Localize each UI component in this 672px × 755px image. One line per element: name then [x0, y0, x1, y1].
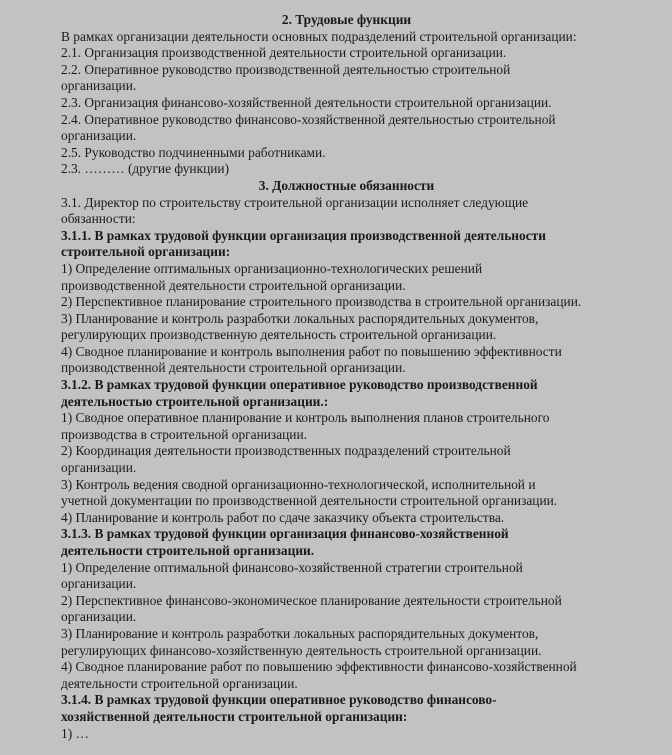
item-2-2-line-2: организации. [61, 78, 137, 94]
item-2-3-line-1: 2.3. Организация финансово-хозяйственной деятельности строительной организации. [61, 94, 552, 110]
list-item [61, 112, 632, 145]
list-item-line: 3) Планирование и контроль разработки локальных распорядительных документов, [61, 625, 539, 641]
list-item [61, 510, 632, 527]
list-item-line: 2) Перспективное финансово-экономическое планирование деятельности строительной [61, 592, 562, 608]
subsection-3-1-1 [61, 228, 632, 377]
list-item-line: организации. [61, 460, 137, 476]
list-item-line: организации. [61, 609, 137, 625]
item-2-5-line-1: 2.5. Руководство подчиненными работниками. [61, 144, 326, 160]
list-item-line: учетной документации по производственной деятельности строительной организации. [61, 493, 558, 509]
list-item-line: производственной деятельности строительной организации. [61, 360, 406, 376]
item-2-other-line-1: 2.3. ……… (другие функции) [61, 161, 230, 177]
section-3 [61, 178, 632, 742]
list-item-line: 1) Определение оптимальной финансово-хозяйственной стратегии строительной [61, 559, 523, 575]
list-item [61, 294, 632, 311]
list-item-line: деятельности строительной организации. [61, 675, 298, 691]
item-2-4-line-1: 2.4. Оперативное руководство финансово-хозяйственной деятельностью строительной [61, 111, 556, 127]
list-item [61, 659, 632, 692]
subsection-3-1-2 [61, 377, 632, 526]
item-2-1-line-1: 2.1. Организация производственной деятельности строительной организации. [61, 45, 507, 61]
list-item [61, 626, 632, 659]
list-item [61, 45, 632, 62]
list-item [61, 593, 632, 626]
list-item-line: 4) Сводное планирование и контроль выполнения работ по повышению эффективности [61, 343, 562, 359]
section-2-heading: 2. Трудовые функции [281, 12, 412, 27]
list-item [61, 344, 632, 377]
list-item [61, 443, 632, 476]
list-item-line: 2) Координация деятельности производственных подразделений строительной [61, 443, 511, 459]
subsection-title-line-2: хозяйственной деятельности строительной организации: [61, 708, 408, 724]
section-3-intro-line-2: обязанности: [61, 211, 136, 227]
list-item-line: 1) … [61, 725, 89, 741]
list-item-line: регулирующих производственную деятельность строительной организации. [61, 327, 497, 343]
list-item-line: 3) Планирование и контроль разработки локальных распорядительных документов, [61, 310, 539, 326]
section-3-intro-line-1: 3.1. Директор по строительству строительной организации исполняет следующие [61, 194, 529, 210]
list-item-line: регулирующих финансово-хозяйственную деятельность строительной организации. [61, 642, 542, 658]
section-2-intro: В рамках организации деятельности основных подразделений строительной организации: [61, 28, 577, 44]
list-item [61, 560, 632, 593]
subsection-title-line-1: 3.1.3. В рамках трудовой функции организация финансово-хозяйственной [61, 526, 509, 542]
list-item [61, 95, 632, 112]
list-item [61, 410, 632, 443]
list-item-line: 2) Перспективное планирование строительного производства в строительной организации. [61, 294, 582, 310]
list-item [61, 726, 632, 743]
list-item [61, 311, 632, 344]
section-2 [61, 12, 632, 178]
item-2-2-line-1: 2.2. Оперативное руководство производственной деятельностью строительной [61, 61, 511, 77]
subsection-3-1-3 [61, 526, 632, 692]
list-item-line: 1) Сводное оперативное планирование и контроль выполнения планов строительного [61, 410, 550, 426]
subsection-3-1-4 [61, 692, 632, 742]
list-item-line: 4) Планирование и контроль работ по сдаче заказчику объекта строительства. [61, 509, 505, 525]
list-item-line: 4) Сводное планирование работ по повышению эффективности финансово-хозяйственной [61, 659, 577, 675]
list-item [61, 145, 632, 162]
list-item [61, 161, 632, 178]
list-item [61, 477, 632, 510]
subsection-title-line-2: деятельностью строительной организации.: [61, 393, 329, 409]
item-2-4-line-2: организации. [61, 128, 137, 144]
list-item-line: организации. [61, 576, 137, 592]
section-3-heading: 3. Должностные обязанности [258, 177, 435, 193]
list-item [61, 62, 632, 95]
subsection-title-line-1: 3.1.1. В рамках трудовой функции организация производственной деятельности [61, 227, 546, 243]
list-item-line: производственной деятельности строительной организации. [61, 277, 406, 293]
list-item-line: производства в строительной организации. [61, 426, 307, 442]
subsection-title-line-2: строительной организации: [61, 244, 231, 260]
subsection-title-line-1: 3.1.2. В рамках трудовой функции оперативное руководство производственной [61, 377, 538, 393]
list-item-line: 1) Определение оптимальных организационно-технологических решений [61, 260, 483, 276]
subsection-title-line-1: 3.1.4. В рамках трудовой функции оперативное руководство финансово- [61, 692, 497, 708]
list-item-line: 3) Контроль ведения сводной организационно-технологической, исполнительной и [61, 476, 536, 492]
list-item [61, 261, 632, 294]
subsection-title-line-2: деятельности строительной организации. [61, 543, 315, 558]
